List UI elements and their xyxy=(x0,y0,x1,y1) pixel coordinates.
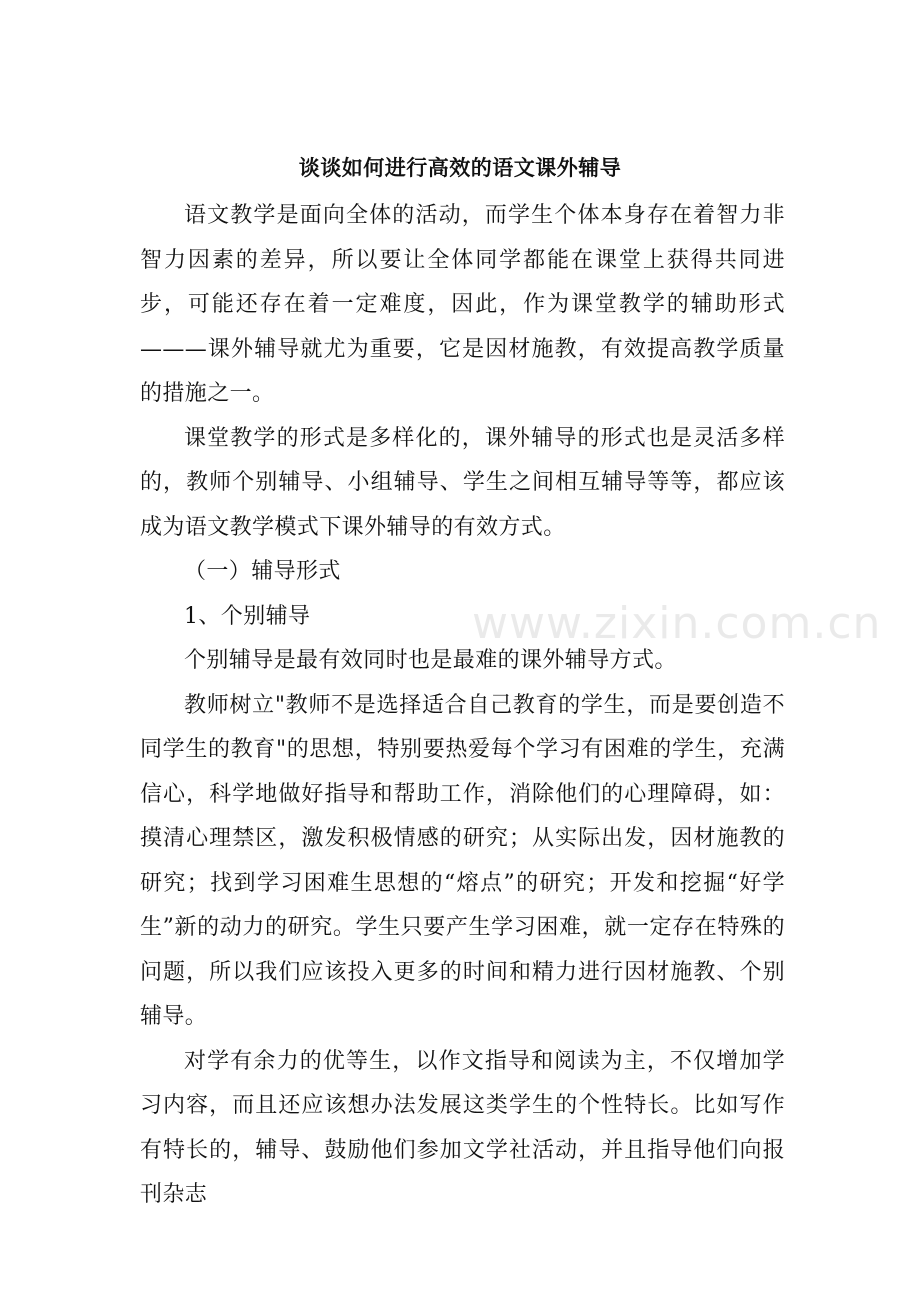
paragraph: 语文教学是面向全体的活动，而学生个体本身存在着智力非智力因素的差异，所以要让全体同学都能在课堂上获得共同进步，可能还存在着一定难度，因此，作为课堂教学的辅助形式———课外辅导就尤为重要，它是因材施教，有效提高教学质量的措施之一。 xyxy=(140,203,785,406)
paragraph: 课堂教学的形式是多样化的，课外辅导的形式也是灵活多样的，教师个别辅导、小组辅导、学生之间相互辅导等等，都应该成为语文教学模式下课外辅导的有效方式。 xyxy=(140,425,785,540)
document-title: 谈谈如何进行高效的语文课外辅导 xyxy=(298,156,622,180)
paragraph: 教师树立"教师不是选择适合自己教育的学生，而是要创造不同学生的教育"的思想，特别要热爱每个学习有困难的学生，充满信心，科学地做好指导和帮助工作，消除他们的心理障碍，如：摸清心理禁区，激发积极情感的研究；从实际出发，因材施教的研究；找到学习困难生思想的“熔点”的研究；开发和挖掘“好学生”新的动力的研究。学生只要产生学习困难，就一定存在特殊的问题，所以我们应该投入更多的时间和精力进行因材施教、个别辅导。 xyxy=(140,692,785,1029)
paragraph: 个别辅导是最有效同时也是最难的课外辅导方式。 xyxy=(184,648,677,673)
paragraph: 对学有余力的优等生，以作文指导和阅读为主，不仅增加学习内容，而且还应该想办法发展这类学生的个性特长。比如写作有特长的，辅导、鼓励他们参加文学社活动，并且指导他们向报刊杂志 xyxy=(140,1048,785,1207)
subsection-heading: 1、个别辅导 xyxy=(184,603,311,629)
watermark: www.zixin.com.cn xyxy=(472,598,882,649)
document-body xyxy=(140,194,785,1218)
section-heading: （一）辅导形式 xyxy=(184,559,341,584)
